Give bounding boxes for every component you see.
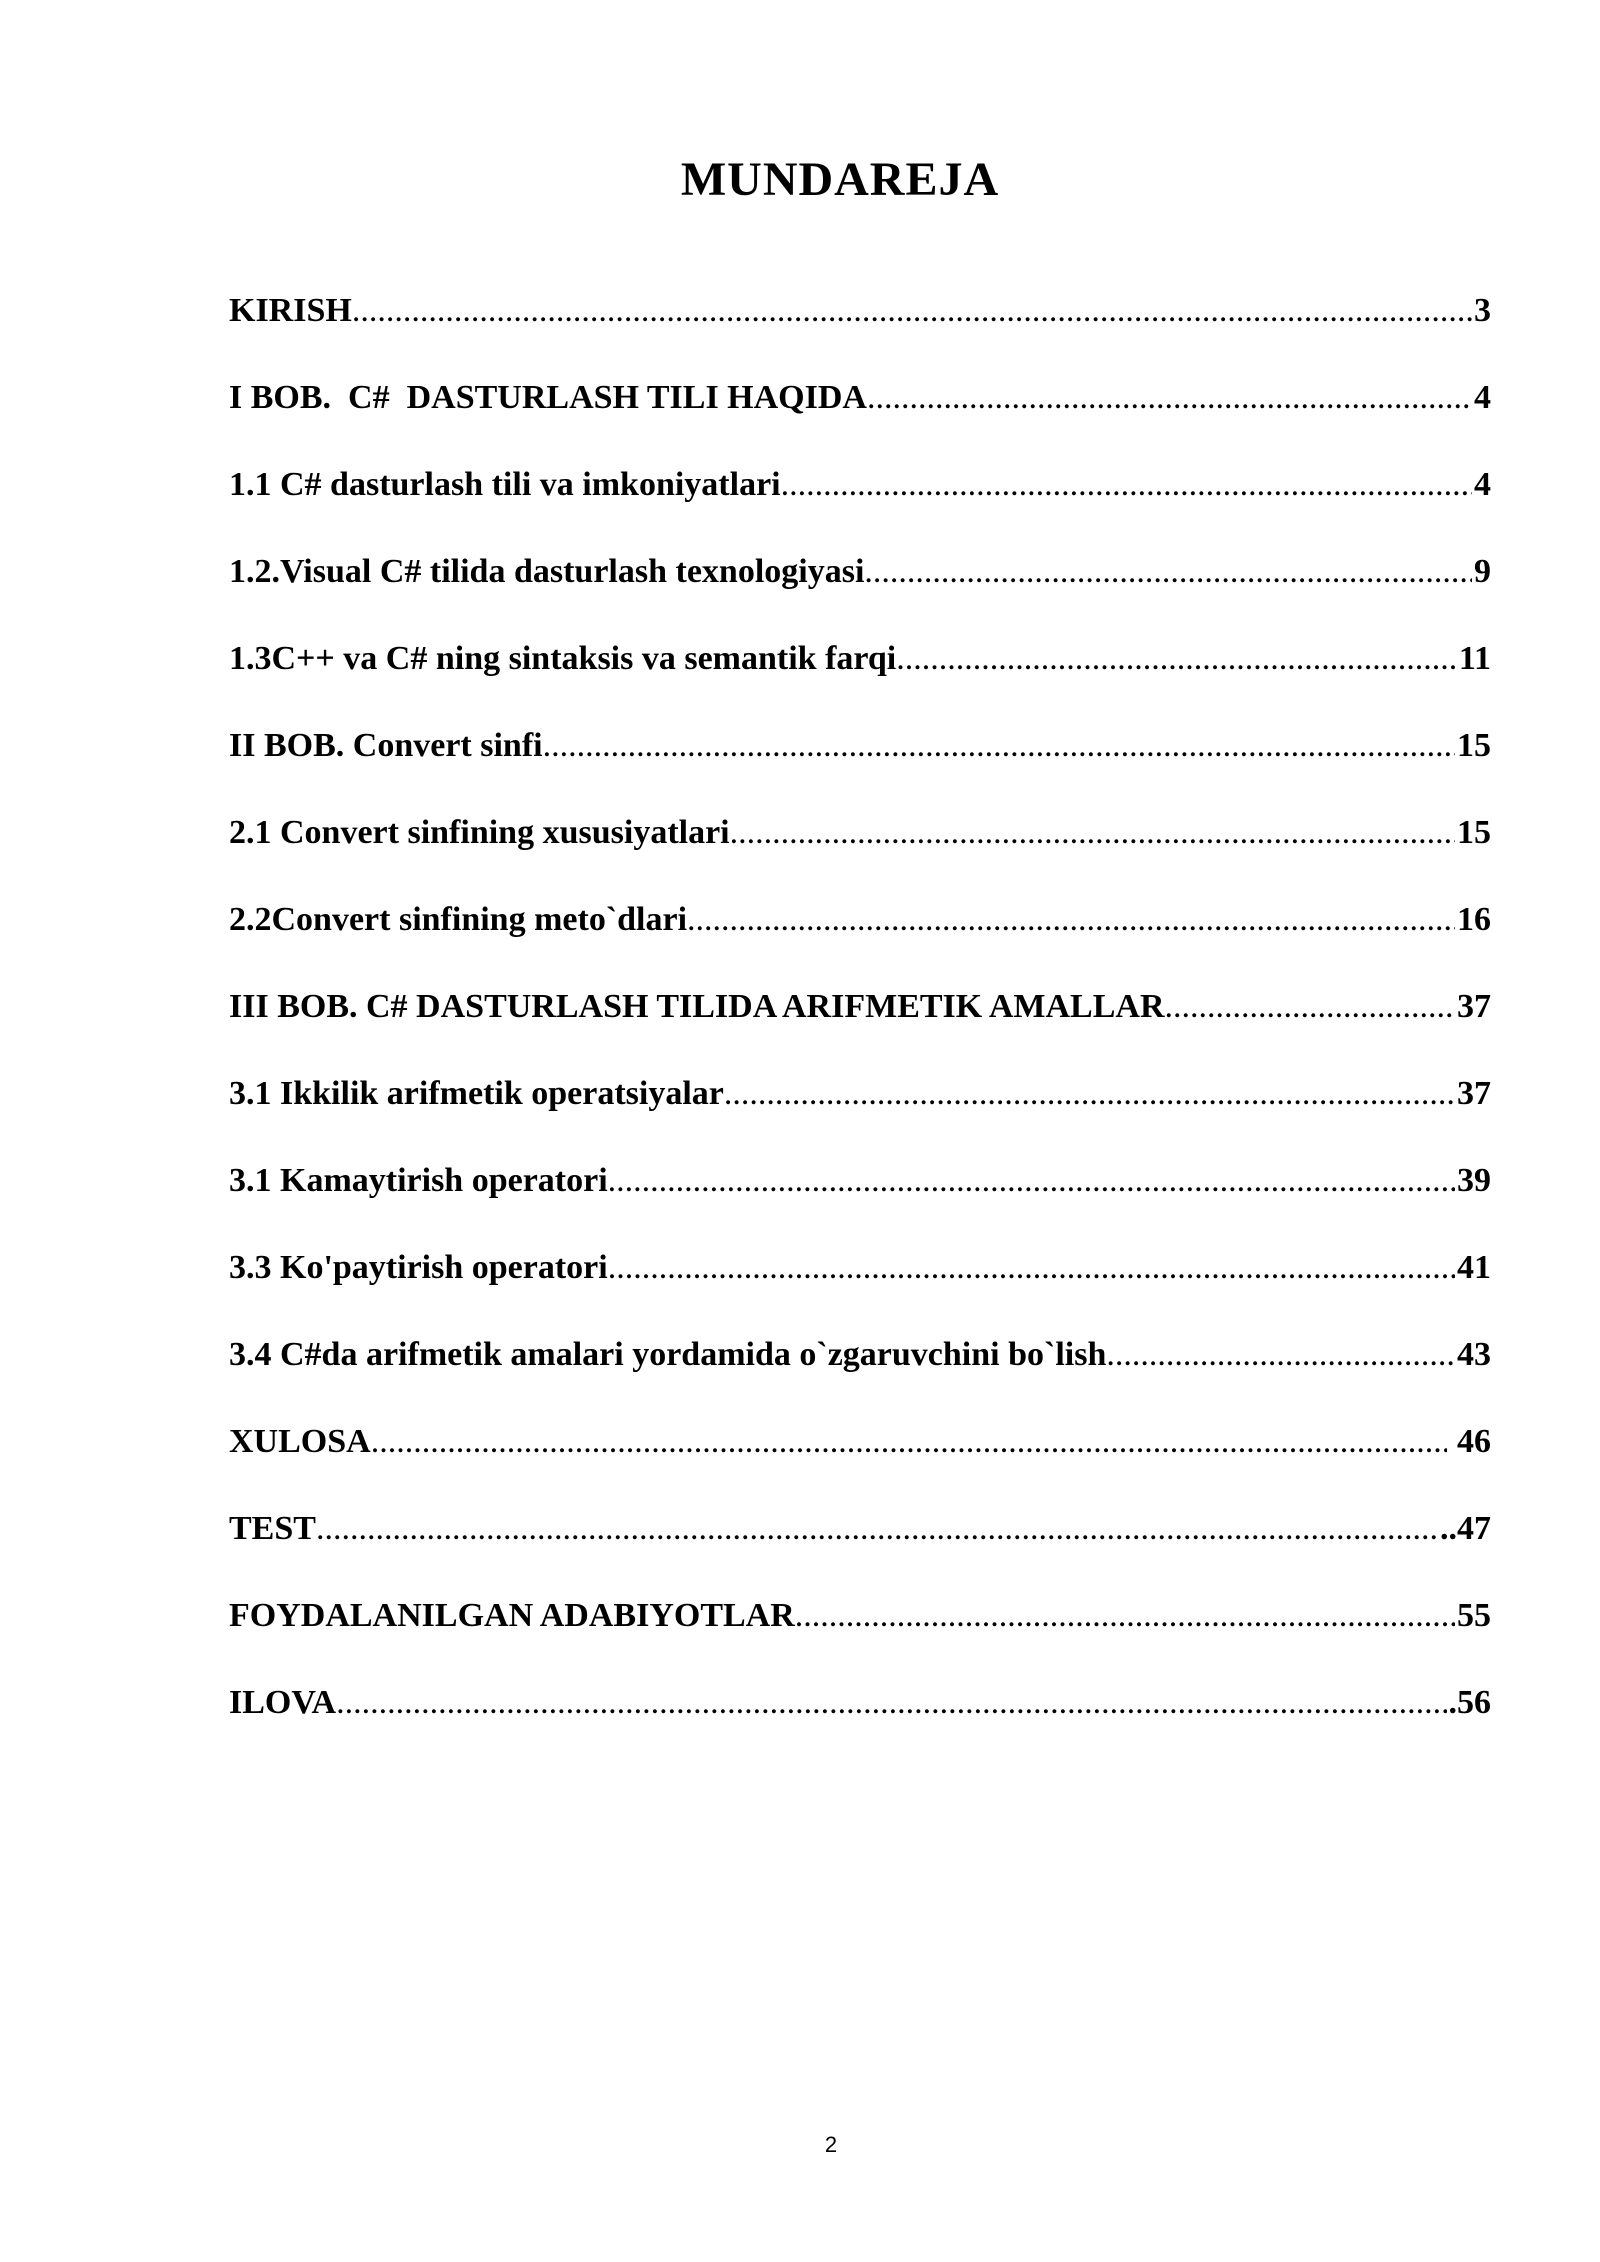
toc-dot-leader (608, 1162, 1455, 1200)
toc-entry-label: 3.1 Kamaytirish operatori (229, 1162, 608, 1199)
toc-dot-leader (543, 727, 1455, 765)
toc-entry-page: 15 (1457, 814, 1491, 851)
toc-entry-1-3[interactable] (229, 640, 1491, 727)
toc-entry-label: 1.3C++ va C# ning sintaksis va semantik farqi (229, 640, 897, 677)
toc-dot-leader (795, 1597, 1455, 1635)
toc-entry-label: I BOB. C# DASTURLASH TILI HAQIDA (229, 379, 867, 416)
toc-entry-1-2[interactable] (229, 553, 1491, 640)
table-of-contents (229, 292, 1491, 1771)
toc-entry-page: 4 (1474, 379, 1491, 416)
toc-entry-page: 39 (1457, 1162, 1491, 1199)
toc-entry-2-2[interactable] (229, 901, 1491, 988)
toc-entry-label: TEST (229, 1510, 316, 1547)
toc-entry-page: ..47 (1440, 1510, 1491, 1547)
toc-entry-label: 2.1 Convert sinfining xususiyatlari (229, 814, 730, 851)
toc-entry-3-4[interactable] (229, 1336, 1491, 1423)
toc-dot-leader (608, 1249, 1455, 1287)
toc-entry-adabiyotlar[interactable] (229, 1597, 1491, 1684)
toc-entry-page: 15 (1457, 727, 1491, 764)
toc-entry-page: .56 (1448, 1684, 1491, 1721)
toc-entry-page: 4 (1474, 466, 1491, 503)
toc-entry-page: 9 (1474, 553, 1491, 590)
toc-entry-label: XULOSA (229, 1423, 371, 1460)
toc-entry-page: 46 (1448, 1423, 1491, 1460)
toc-entry-label: 3.4 C#da arifmetik amalari yordamida o`zgaruvchini bo`lish (229, 1336, 1107, 1373)
toc-dot-leader (1165, 988, 1455, 1026)
toc-entry-label: II BOB. Convert sinfi (229, 727, 543, 764)
toc-entry-page: 16 (1457, 901, 1491, 938)
toc-dot-leader (896, 640, 1457, 678)
toc-entry-xulosa[interactable] (229, 1423, 1491, 1510)
toc-entry-label: KIRISH (229, 292, 352, 329)
toc-entry-chapter-3[interactable] (229, 988, 1491, 1075)
toc-dot-leader (687, 901, 1455, 939)
toc-dot-leader (864, 553, 1472, 591)
toc-entry-3-1[interactable] (229, 1075, 1491, 1162)
toc-entry-label: 1.2.Visual C# tilida dasturlash texnologiyasi (229, 553, 865, 590)
toc-dot-leader (1106, 1336, 1455, 1374)
toc-entry-2-1[interactable] (229, 814, 1491, 901)
toc-entry-label: 2.2Convert sinfining meto`dlari (229, 901, 688, 938)
toc-entry-3-3[interactable] (229, 1249, 1491, 1336)
toc-dot-leader (730, 814, 1455, 852)
toc-entry-test[interactable] (229, 1510, 1491, 1597)
page-number: 2 (824, 2132, 838, 2157)
toc-entry-label: ILOVA (229, 1684, 337, 1721)
toc-dot-leader (316, 1510, 1438, 1548)
toc-dot-leader (371, 1423, 1447, 1461)
toc-entry-label: III BOB. C# DASTURLASH TILIDA ARIFMETIK AMALLAR (229, 988, 1165, 1025)
toc-entry-1-1[interactable] (229, 466, 1491, 553)
toc-entry-chapter-1[interactable] (229, 379, 1491, 466)
toc-entry-ilova[interactable] (229, 1684, 1491, 1771)
toc-entry-page: 37 (1457, 1075, 1491, 1112)
toc-entry-label: FOYDALANILGAN ADABIYOTLAR (229, 1597, 795, 1634)
toc-entry-kirish[interactable] (229, 292, 1491, 379)
toc-dot-leader (352, 292, 1472, 330)
toc-dot-leader (724, 1075, 1455, 1113)
toc-dot-leader (781, 466, 1472, 504)
toc-entry-page: 37 (1457, 988, 1491, 1025)
document-title: MUNDAREJA (680, 153, 1000, 206)
toc-entry-label: 1.1 C# dasturlash tili va imkoniyatlari (229, 466, 781, 503)
toc-dot-leader (336, 1684, 1446, 1722)
toc-dot-leader (867, 379, 1472, 417)
toc-entry-chapter-2[interactable] (229, 727, 1491, 814)
toc-entry-3-2[interactable] (229, 1162, 1491, 1249)
toc-entry-page: 55 (1457, 1597, 1491, 1634)
toc-entry-page: 11 (1458, 640, 1491, 677)
toc-entry-page: 43 (1457, 1336, 1491, 1373)
toc-entry-label: 3.1 Ikkilik arifmetik operatsiyalar (229, 1075, 724, 1112)
toc-entry-page: 3 (1474, 292, 1491, 329)
toc-entry-label: 3.3 Ko'paytirish operatori (229, 1249, 608, 1286)
toc-entry-page: 41 (1457, 1249, 1491, 1286)
